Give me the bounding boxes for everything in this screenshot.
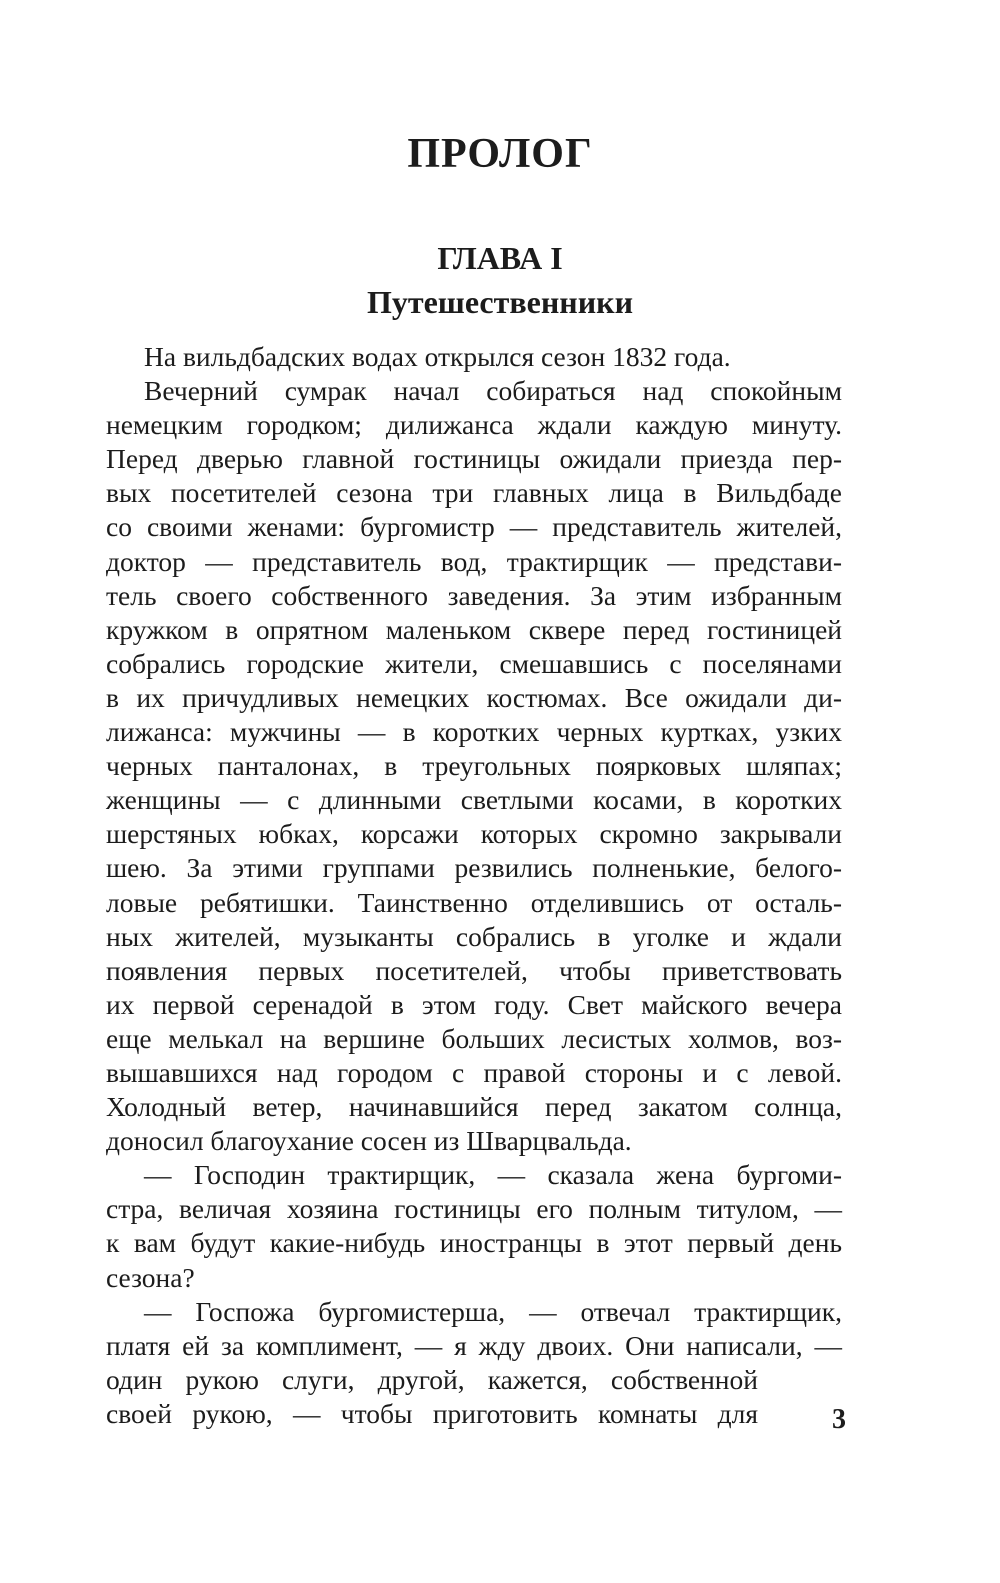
text-line: ных жителей, музыканты собрались в уголке и ждали: [106, 920, 842, 952]
text-line: платя ей за комплимент, — я жду двоих. Они написали, —: [106, 1329, 842, 1361]
text-line: доносил благоухание сосен из Шварцвальда.: [106, 1125, 632, 1157]
text-line: своей рукою, — чтобы приготовить комнаты для: [106, 1397, 758, 1429]
text-line: со своими женами: бургомистр — представитель жителей,: [106, 511, 842, 543]
text-line: кружком в опрятном маленьком сквере перед гостиницей: [106, 613, 842, 645]
text-line: лижанса: мужчины — в коротких черных куртках, узких: [106, 716, 842, 748]
text-line: в их причудливых немецких костюмах. Все ожидали ди-: [106, 681, 842, 713]
part-title: ПРОЛОГ: [407, 131, 593, 177]
body-text: [106, 340, 842, 1431]
text-line: появления первых посетителей, чтобы приветствовать: [106, 954, 842, 986]
text-line: сезона?: [106, 1261, 195, 1293]
text-line: один рукою слуги, другой, кажется, собственной: [106, 1363, 758, 1395]
text-line: вышавшихся над городом с правой стороны и с левой.: [106, 1056, 842, 1088]
text-line: к вам будут какие-нибудь иностранцы в этот первый день: [106, 1227, 842, 1259]
text-line: — Госпожа бургомистерша, — отвечал трактирщик,: [144, 1295, 842, 1327]
chapter-title: Путешественники: [366, 284, 633, 320]
text-line: еще мелькал на вершине больших лесистых холмов, воз-: [106, 1022, 842, 1054]
text-line: собрались городские жители, смешавшись с поселянами: [106, 647, 842, 679]
text-line: На вильдбадских водах открылся сезон 1832 года.: [144, 341, 731, 372]
chapter-number: ГЛАВА I: [437, 240, 563, 276]
text-line: — Господин трактирщик, — сказала жена бургоми-: [144, 1159, 842, 1191]
text-line: вых посетителей сезона три главных лица в Вильдбаде: [106, 477, 842, 509]
text-line: Перед дверью главной гостиницы ожидали приезда пер-: [106, 443, 842, 475]
text-line: шею. За этими группами резвились полненькие, белого-: [106, 852, 842, 884]
text-line: ловые ребятишки. Таинственно отделившись от осталь-: [106, 886, 842, 918]
page-number: 3: [832, 1404, 846, 1435]
text-line: Вечерний сумрак начал собираться над спокойным: [144, 375, 842, 407]
text-line: стра, величая хозяина гостиницы его полным титулом, —: [106, 1193, 842, 1225]
text-line: доктор — представитель вод, трактирщик — представи-: [106, 545, 842, 577]
text-line: немецким городком; дилижанса ждали каждую минуту.: [106, 409, 842, 441]
text-line: шерстяных юбках, корсажи которых скромно закрывали: [106, 818, 842, 850]
text-line: черных панталонах, в треугольных поярковых шляпах;: [106, 750, 842, 782]
text-line: женщины — с длинными светлыми косами, в коротких: [106, 784, 842, 816]
text-line: их первой серенадой в этом году. Свет майского вечера: [106, 988, 842, 1020]
text-line: Холодный ветер, начинавшийся перед закатом солнца,: [106, 1091, 842, 1123]
text-line: тель своего собственного заведения. За этим избранным: [106, 579, 842, 611]
